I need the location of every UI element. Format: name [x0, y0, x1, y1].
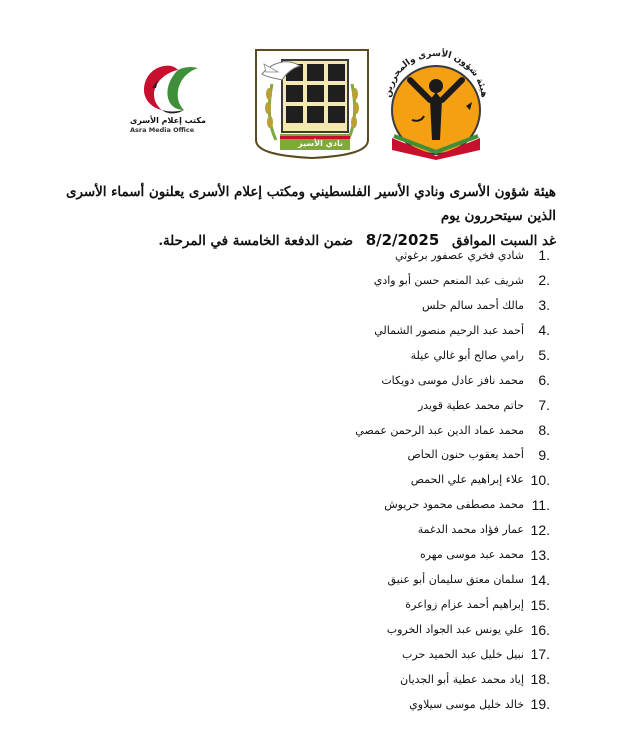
- list-item: [250, 667, 550, 692]
- prisoners-club-logo: [252, 44, 372, 162]
- list-item-name: عمار فؤاد محمد الدغمة: [417, 523, 524, 537]
- list-item-name: شادي فخري عصفور برغوثي: [394, 248, 524, 262]
- list-item-name: محمد عماد الدين عبد الرحمن عمصي: [355, 423, 524, 437]
- commission-of-detainees-logo: [372, 40, 500, 162]
- list-item: [250, 517, 550, 542]
- list-item: [250, 293, 550, 318]
- list-item-name: خالد خليل موسى سيلاوي: [409, 697, 524, 711]
- list-item: [250, 692, 550, 717]
- media-office-emblem-icon: [122, 58, 212, 118]
- announcement-line-1: هيئة شؤون الأسرى ونادي الأسير الفلسطيني ومكتب إعلام الأسرى يعلنون أسماء الأسرى الذين سيتحررون يوم: [66, 184, 556, 224]
- list-item-name: حاتم محمد عطية قويدر: [417, 398, 524, 412]
- list-item-name: رامي صالح أبو غالي عيلة: [410, 348, 524, 362]
- list-item-number: 6.: [538, 372, 550, 389]
- list-item-number: 18.: [530, 671, 550, 688]
- list-item: [250, 617, 550, 642]
- announcement-line-2-end: ضمن الدفعة الخامسة في المرحلة.: [158, 233, 354, 249]
- list-item-number: 10.: [530, 471, 550, 488]
- list-item: [250, 592, 550, 617]
- asra-media-office-logo: [122, 58, 212, 138]
- list-item: [250, 343, 550, 368]
- list-item: [250, 567, 550, 592]
- list-item: [250, 243, 550, 268]
- list-item: [250, 542, 550, 567]
- logos-header: [0, 38, 620, 168]
- list-item-name: شريف عبد المنعم حسن أبو وادي: [373, 273, 524, 287]
- prisoner-names-list: [250, 243, 550, 717]
- list-item-name: محمد عبد موسى مهره: [419, 548, 524, 562]
- list-item: [250, 467, 550, 492]
- list-item: [250, 418, 550, 443]
- list-item: [250, 318, 550, 343]
- list-item-name: سلمان معتق سليمان أبو عنيق: [387, 573, 524, 587]
- list-item-name: أحمد يعقوب حنون الحاص: [407, 448, 524, 462]
- list-item-number: 15.: [530, 596, 550, 613]
- list-item-number: 3.: [538, 297, 550, 314]
- list-item-number: 8.: [538, 422, 550, 439]
- list-item-number: 4.: [538, 322, 550, 339]
- list-item-number: 5.: [538, 347, 550, 364]
- list-item: [250, 642, 550, 667]
- list-item-number: 11.: [531, 496, 550, 513]
- commission-arc-text: هيئة شؤون الأسرى والمحررين: [383, 48, 489, 99]
- list-item-name: محمد نافز عادل موسى دويكات: [381, 373, 524, 387]
- list-item: [250, 393, 550, 418]
- list-item-number: 2.: [538, 272, 550, 289]
- list-item-name: علي يونس عبد الجواد الخروب: [386, 623, 524, 637]
- list-item-number: 19.: [530, 696, 550, 713]
- list-item: [250, 368, 550, 393]
- list-item: [250, 492, 550, 517]
- media-office-arabic-text: مكتب إعلام الأسرى: [130, 116, 206, 125]
- list-item-number: 16.: [530, 621, 550, 638]
- list-item: [250, 268, 550, 293]
- prisoners-club-label: نادي الأسير: [298, 139, 344, 148]
- list-item-name: أحمد عبد الرحيم منصور الشمالي: [374, 323, 524, 337]
- list-item-number: 13.: [530, 546, 550, 563]
- announcement-line-2-start: غد السبت الموافق: [451, 233, 556, 249]
- list-item-number: 17.: [530, 646, 550, 663]
- list-item-name: مالك أحمد سالم حلس: [421, 298, 524, 312]
- list-item-name: علاء إبراهيم علي الحمص: [410, 473, 524, 487]
- list-item-name: إياد محمد عطية أبو الجديان: [400, 672, 524, 686]
- list-item-name: نبيل خليل عبد الحميد حرب: [402, 647, 524, 661]
- list-item-number: 1.: [538, 247, 550, 264]
- list-item-number: 12.: [530, 521, 550, 538]
- list-item: [250, 443, 550, 468]
- list-item-number: 9.: [538, 446, 550, 463]
- media-office-english-text: Asra Media Office: [130, 126, 195, 134]
- list-item-number: 7.: [538, 397, 550, 414]
- list-item-name: إبراهيم أحمد عزام زواعرة: [405, 598, 524, 612]
- commission-emblem-icon: [372, 40, 500, 162]
- list-item-number: 14.: [530, 571, 550, 588]
- release-date: 8/2/2025: [365, 231, 440, 249]
- list-item-name: محمد مصطفى محمود حريوش: [384, 498, 524, 512]
